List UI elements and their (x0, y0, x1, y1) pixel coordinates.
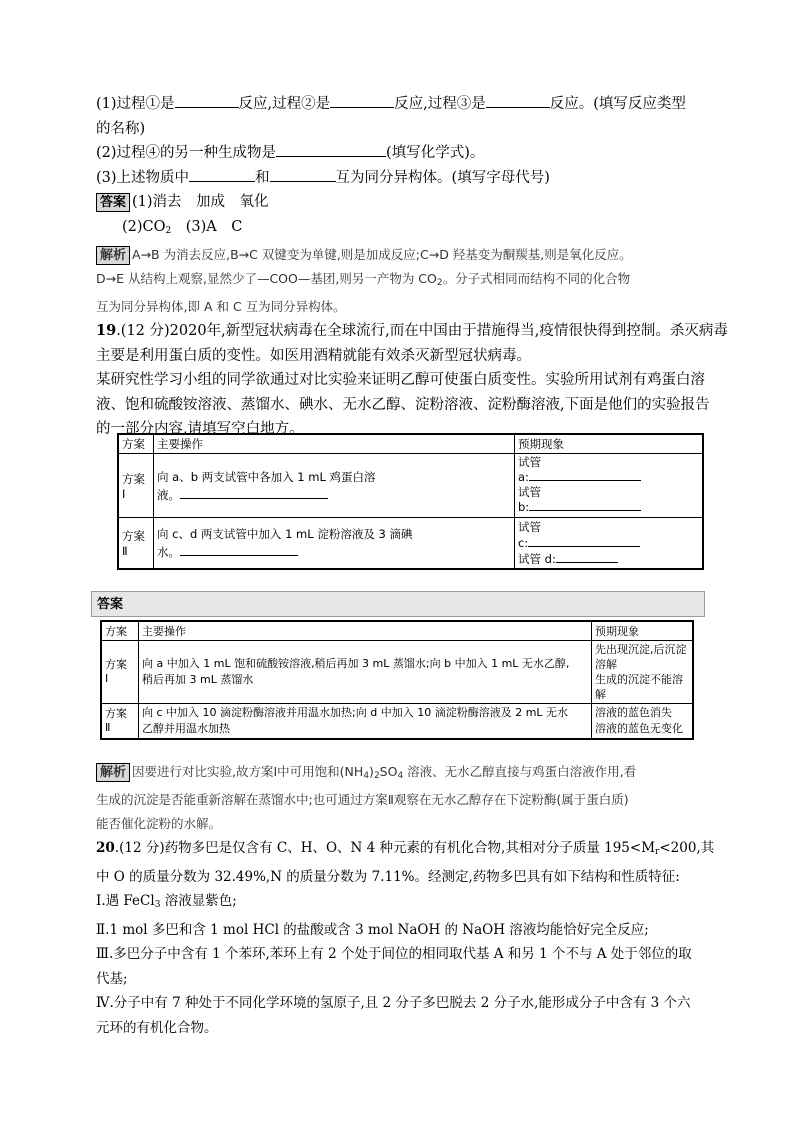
subscript: 3 (154, 900, 161, 910)
phenomenon-text: 溶解 (595, 658, 617, 671)
phenomenon-text: c: (518, 536, 529, 550)
scheme-label: 方案 (122, 529, 145, 543)
q19-explanation (96, 760, 700, 788)
phenomenon-cell (515, 518, 704, 570)
explanation-tag: 解析 (96, 246, 130, 265)
scheme-label: 方案 (122, 471, 145, 486)
phenomenon-cell (592, 704, 694, 740)
phenomenon-text: 解 (595, 688, 606, 701)
explanation-text: 。分子式相同而结构不同的化合物 (442, 271, 631, 286)
answer-blank (529, 470, 641, 481)
table-header-scheme: 方案 (101, 621, 139, 641)
q19-line3: 某研究性学习小组的同学欲通过对比实验来证明乙醇可使蛋白质变性。实验所用试剂有鸡蛋白溶 (96, 372, 705, 388)
operation-text: 稍后再加 3 mL 蒸馏水 (142, 673, 254, 686)
q20-line6: 代基; (96, 970, 128, 987)
q19-explanation-line2: 生成的沉淀是否能重新溶解在蒸馏水中;也可通过方案Ⅱ观察在无水乙醇存在下淀粉酶(属于蛋白质) (96, 792, 629, 807)
q18-answer-line2 (96, 215, 700, 244)
table-header-operation: 主要操作 (139, 621, 592, 641)
operation-cell (154, 454, 515, 518)
q18-text: (2)过程④的另一种生成物是 (96, 145, 277, 161)
q19-line1 (96, 319, 728, 344)
q20-line5: Ⅲ.多巴分子中含有 1 个苯环,苯环上有 2 个处于间位的相同取代基 A 和另 1 个不与 A 处于邻位的取 (96, 946, 692, 962)
q18-part1-cont: 的名称) (96, 120, 146, 137)
q19-line2: 主要是利用蛋白质的变性。如医用酒精就能有效杀灭新型冠状病毒。 (96, 347, 531, 364)
phenomenon-text: b: (518, 500, 530, 514)
explanation-tag: 解析 (96, 763, 130, 782)
lower-section (96, 760, 715, 1040)
scheme-cell (101, 704, 139, 740)
q18-part3 (96, 166, 700, 191)
phenomenon-text: 溶液的蓝色无变化 (595, 722, 683, 735)
answer-blank (189, 167, 255, 182)
q18-part1 (96, 92, 700, 117)
table-header-phenomenon: 预期现象 (515, 434, 704, 454)
answer-blank (175, 93, 239, 108)
table-row (118, 518, 703, 570)
table-header-operation: 主要操作 (154, 434, 515, 454)
q18-text: 互为同分异构体。(填写字母代号) (335, 169, 550, 186)
phenomenon-text: 生成的沉淀不能溶 (595, 673, 683, 686)
scheme-label: 方案 (105, 707, 127, 720)
phenomenon-text: a: (518, 470, 529, 484)
phenomenon-text: 先出现沉淀,后沉淀 (595, 643, 687, 656)
phenomenon-text: 试管 d: (518, 552, 556, 566)
q18-text: 反应。(填写反应类型 (549, 96, 686, 112)
table-row (101, 704, 693, 740)
q20-text: .(12 分)药物多巴是仅含有 C、H、O、N 4 种元素的有机化合物,其相对分子质量 195<M (114, 840, 656, 856)
answer-blank (556, 552, 618, 563)
operation-cell (154, 518, 515, 570)
q19-explanation-line3: 能否催化淀粉的水解。 (96, 816, 222, 831)
q20-line8: 元环的有机化合物。 (96, 1019, 218, 1036)
scheme-label: Ⅰ (105, 672, 109, 685)
scheme-label: 方案 (105, 658, 127, 671)
q18-answer-text: (3)A C (171, 218, 243, 235)
q20-text: 溶液显紫色; (160, 893, 237, 909)
subscript: 2 (436, 278, 443, 288)
operation-text: 向 c、d 两支试管中加入 1 mL 淀粉溶液及 3 滴碘 (157, 527, 413, 541)
explanation-text: ) (369, 764, 374, 779)
operation-cell (139, 641, 592, 704)
scheme-cell (118, 518, 154, 570)
q20-text: Ⅰ.遇 FeCl (96, 893, 155, 909)
explanation-text: SO (379, 764, 398, 779)
explanation-text: 溶液、无水乙醇直接与鸡蛋白溶液作用,看 (403, 764, 637, 779)
q20-line4: Ⅱ.1 mol 多巴和含 1 mol HCl 的盐酸或含 3 mol NaOH 的 NaOH 溶液均能恰好完全反应; (96, 921, 649, 938)
q18-explanation-line2 (96, 267, 700, 295)
q20-text: <200,其 (659, 840, 715, 856)
q20-line1 (96, 836, 715, 865)
question-number: 20 (96, 840, 115, 856)
table-header-scheme: 方案 (118, 434, 154, 454)
q18-answer (96, 190, 700, 215)
subscript: 2 (165, 225, 172, 236)
explanation-text: 因要进行对比实验,故方案Ⅰ中可用饱和(NH (132, 764, 364, 779)
answer-blank (529, 500, 641, 511)
answer-blank (330, 93, 394, 108)
q18-explanation-line3: 互为同分异构体,即 A 和 C 互为同分异构体。 (96, 299, 346, 314)
q18-text: 反应,过程③是 (394, 96, 486, 112)
phenomenon-cell (515, 454, 704, 518)
explanation-text: A→B 为消去反应,B→C 双键变为单键,则是加成反应;C→D 羟基变为酮羰基,则是氧化反应。 (132, 247, 632, 262)
phenomenon-text: 溶液的蓝色消失 (595, 706, 672, 719)
subscript: 2 (373, 771, 380, 781)
q19-experiment-table (117, 433, 704, 570)
operation-text: 向 a、b 两支试管中各加入 1 mL 鸡蛋白溶 (157, 469, 376, 484)
q18-answer-text: (2)CO (122, 218, 166, 235)
phenomenon-cell (592, 641, 694, 704)
q19-line5: 的一部分内容,请填写空白地方。 (96, 421, 304, 437)
scheme-label: Ⅱ (122, 544, 128, 558)
subscript: 4 (363, 771, 370, 781)
table-header-phenomenon: 预期现象 (592, 621, 694, 641)
q20-line7: Ⅳ.分子中有 7 种处于不同化学环境的氢原子,且 2 分子多巴脱去 2 分子水,能形成分子中含有 3 个六 (96, 995, 691, 1011)
answer-tag: 答案 (96, 193, 130, 212)
q18-text: (1)过程①是 (96, 96, 175, 112)
operation-text: 向 a 中加入 1 mL 饱和硫酸铵溶液,稍后再加 3 mL 蒸馏水;向 b 中加入 1 mL 无水乙醇, (142, 657, 570, 670)
q18-text: 反应,过程②是 (238, 96, 331, 112)
q20-line3 (96, 889, 700, 918)
subscript: r (655, 847, 660, 857)
q18-part2 (96, 141, 700, 166)
question-number: 19 (96, 322, 117, 339)
phenomenon-text: 试管 (518, 520, 541, 534)
answer-blank (486, 93, 550, 108)
q18-text: (填写化学式)。 (386, 145, 485, 161)
answer-blank (180, 488, 328, 499)
table-row (118, 454, 703, 518)
operation-cell (139, 704, 592, 740)
answer-blank (270, 167, 336, 182)
answer-blank (276, 142, 386, 157)
answer-blank (180, 545, 298, 556)
scheme-label: Ⅰ (122, 486, 126, 501)
q18-text: (3)上述物质中 (96, 169, 190, 186)
q18-text: 和 (255, 169, 270, 186)
explanation-text: D→E 从结构上观察,显然少了—COO—基团,则另一产物为 CO (96, 271, 437, 286)
scheme-cell (118, 454, 154, 518)
phenomenon-text: 试管 (518, 485, 541, 499)
q18-explanation (96, 243, 700, 267)
operation-text: 液。 (157, 487, 180, 502)
phenomenon-text: 试管 (518, 455, 541, 469)
scheme-cell (101, 641, 139, 704)
table-row (101, 641, 693, 704)
q19-line4: 液、饱和硫酸铵溶液、蒸馏水、碘水、无水乙醇、淀粉溶液、淀粉酶溶液,下面是他们的实验报告 (96, 396, 710, 413)
q20-line2: 中 O 的质量分数为 32.49%,N 的质量分数为 7.11%。经测定,药物多巴具有如下结构和性质特征: (96, 868, 680, 885)
operation-text: 水。 (157, 545, 180, 559)
scheme-label: Ⅱ (105, 721, 111, 734)
q18-answer-text: (1)消去 加成 氧化 (132, 194, 269, 210)
document-page (96, 92, 728, 442)
operation-text: 乙醇并用温水加热 (142, 722, 230, 735)
answer-header-bar: 答案 (91, 591, 705, 617)
q19-answer-table (100, 620, 694, 740)
answer-blank (528, 536, 640, 547)
operation-text: 向 c 中加入 10 滴淀粉酶溶液并用温水加热;向 d 中加入 10 滴淀粉酶溶液及 2 mL 无水 (142, 706, 569, 719)
subscript: 4 (397, 771, 404, 781)
q19-text: .(12 分)2020年,新型冠状病毒在全球流行,而在中国由于措施得当,疫情很快得到控制。杀灭病毒 (116, 323, 728, 339)
